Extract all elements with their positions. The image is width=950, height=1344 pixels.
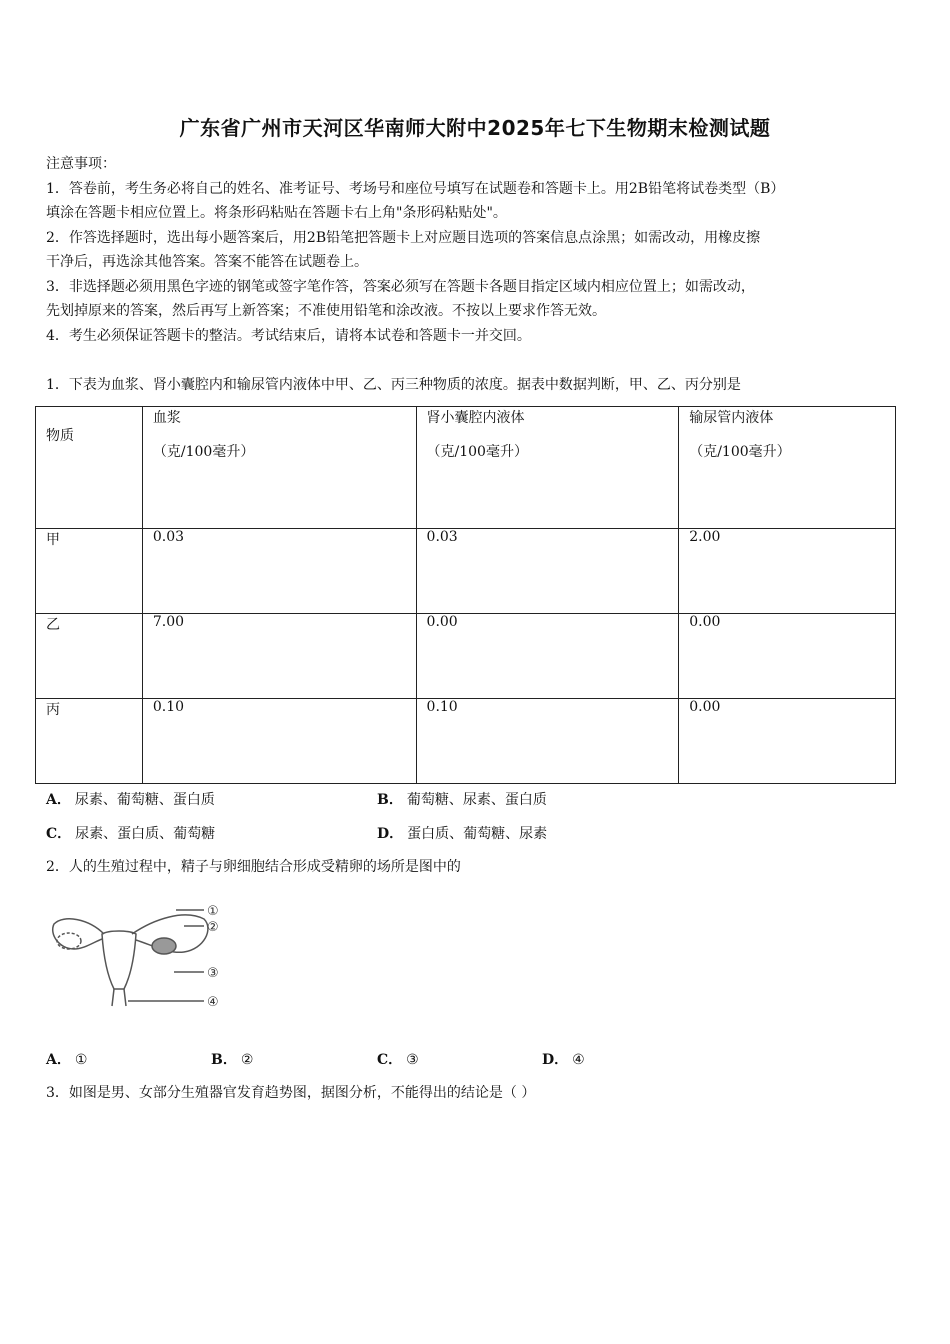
table-cell: 0.00 [679, 699, 896, 784]
notes-line: 填涂在答题卡相应位置上。将条形码粘贴在答题卡右上角"条形码粘贴处"。 [46, 205, 507, 221]
table-row [36, 699, 896, 784]
notes-section [46, 152, 906, 348]
q2-option-a[interactable]: A． ① [46, 1052, 88, 1068]
table-row [36, 529, 896, 614]
table-cell: 0.10 [142, 699, 416, 784]
table-cell: 7.00 [142, 614, 416, 699]
q1-option-c[interactable]: C． 尿素、蛋白质、葡萄糖 [46, 826, 216, 842]
table-cell: 0.00 [679, 614, 896, 699]
question-3-text: 3．如图是男、女部分生殖器官发育趋势图，据图分析，不能得出的结论是（ ） [46, 1085, 536, 1101]
notes-line: 1．答卷前，考生务必将自己的姓名、准考证号、考场号和座位号填写在试题卷和答题卡上。用2B铅笔将试卷类型（B） [46, 180, 785, 197]
page-title: 广东省广州市天河区华南师大附中2025年七下生物期末检测试题 [179, 116, 771, 140]
notes-line: 4．考生必须保证答题卡的整洁。考试结束后，请将本试卷和答题卡一并交回。 [46, 327, 531, 344]
q2-option-d[interactable]: D． ④ [542, 1052, 585, 1068]
female-reproductive-diagram [44, 894, 244, 1014]
q1-option-a[interactable]: A． 尿素、葡萄糖、蛋白质 [46, 792, 215, 808]
table-cell: 0.10 [416, 699, 679, 784]
q2-option-c[interactable]: C． ③ [377, 1052, 419, 1068]
table-cell: 丙 [36, 699, 143, 784]
notes-line: 3．非选择题必须用黑色字迹的钢笔或签字笔作答，答案必须写在答题卡各题目指定区域内相应位置上；如需改动， [46, 278, 755, 295]
table-cell: 乙 [36, 614, 143, 699]
notes-line: 先划掉原来的答案，然后再写上新答案；不准使用铅笔和涂改液。不按以上要求作答无效。 [46, 303, 606, 319]
question-1-text: 1．下表为血浆、肾小囊腔内和输尿管内液体中甲、乙、丙三种物质的浓度。据表中数据判断，甲、乙、丙分别是 [46, 377, 741, 393]
table-header-cell: 肾小囊腔内液体 （克/100毫升） [416, 407, 679, 529]
question-2-text: 2．人的生殖过程中，精子与卵细胞结合形成受精卵的场所是图中的 [46, 859, 461, 875]
concentration-table [35, 406, 896, 784]
table-header-row [36, 407, 896, 529]
table-header-cell: 血浆 （克/100毫升） [142, 407, 416, 529]
table-header-cell: 物质 [36, 407, 143, 529]
table-cell: 0.00 [416, 614, 679, 699]
table-cell: 0.03 [142, 529, 416, 614]
notes-heading: 注意事项： [46, 156, 116, 172]
diagram-marker-1: ① [207, 904, 219, 919]
diagram-marker-4: ④ [207, 995, 219, 1010]
table-header-cell: 输尿管内液体 （克/100毫升） [679, 407, 896, 529]
table-row [36, 614, 896, 699]
q1-option-d[interactable]: D． 蛋白质、葡萄糖、尿素 [377, 826, 548, 842]
notes-line: 2．作答选择题时，选出每小题答案后，用2B铅笔把答题卡上对应题目选项的答案信息点涂黑；如需改动，用橡皮擦 [46, 229, 761, 246]
q2-option-b[interactable]: B． ② [211, 1052, 254, 1068]
q1-option-b[interactable]: B． 葡萄糖、尿素、蛋白质 [377, 792, 547, 808]
table-cell: 2.00 [679, 529, 896, 614]
diagram-marker-2: ② [207, 920, 219, 935]
table-cell: 甲 [36, 529, 143, 614]
notes-line: 干净后，再选涂其他答案。答案不能答在试题卷上。 [46, 254, 368, 270]
diagram-marker-3: ③ [207, 966, 219, 981]
table-cell: 0.03 [416, 529, 679, 614]
